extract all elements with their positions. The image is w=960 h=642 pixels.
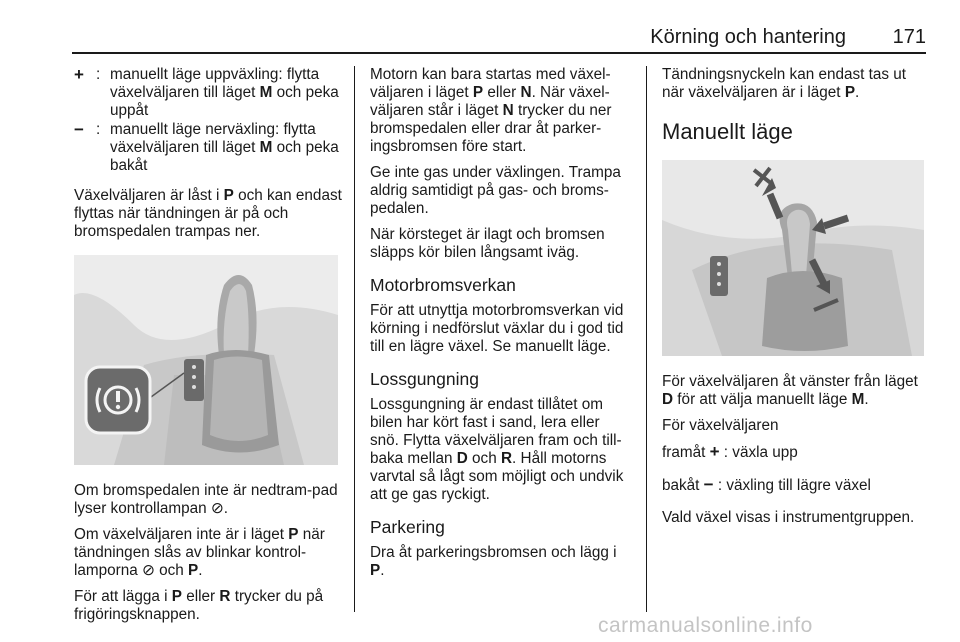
- column-divider: [354, 66, 355, 612]
- column-2: [370, 66, 632, 588]
- paragraph: framåt + : växla upp: [662, 442, 798, 461]
- definition-upshift: + : manuellt läge uppväxling: flytta växelväljaren till läget M och peka uppåt: [74, 65, 339, 119]
- section-heading: Lossgungning: [370, 369, 479, 389]
- paragraph: Tändningsnyckeln kan endast tas ut när växelväljaren är i läget P.: [662, 66, 907, 101]
- page-header: [72, 26, 926, 54]
- section-heading: Motorbromsverkan: [370, 275, 516, 295]
- paragraph: Vald växel visas i instrumentgruppen.: [662, 509, 915, 526]
- paragraph: När körsteget är ilagt och bromsen släpps kör bilen långsamt iväg.: [370, 226, 605, 261]
- definition-downshift: − : manuellt läge nerväxling: flytta växelväljaren till läget M och peka bakåt: [74, 120, 339, 174]
- brake-warning-icon: ⊘: [142, 562, 155, 579]
- paragraph: bakåt − : växling till lägre växel: [662, 475, 871, 494]
- paragraph: Dra åt parkeringsbromsen och lägg i P.: [370, 544, 617, 579]
- minus-icon: −: [74, 120, 84, 139]
- paragraph: Om bromspedalen inte är nedtram-pad lyser kontrollampan ⊘.: [74, 482, 338, 517]
- section-heading: Manuellt läge: [662, 119, 793, 144]
- paragraph: Ge inte gas under växlingen. Trampa aldrig samtidigt på gas- och broms-pedalen.: [370, 164, 621, 217]
- minus-icon: −: [703, 475, 714, 494]
- plus-icon: +: [74, 65, 84, 84]
- gear-lever-illustration: [74, 255, 338, 465]
- paragraph: För växelväljaren åt vänster från läget D för att välja manuellt läge M.: [662, 373, 918, 408]
- paragraph: Om växelväljaren inte är i läget P när tändningen slås av blinkar kontrol-lamporna ⊘ och P.: [74, 526, 325, 579]
- column-1: [74, 66, 342, 632]
- page-number: 171: [892, 26, 926, 48]
- column-3: [662, 66, 928, 535]
- paragraph: Lossgungning är endast tillåtet om bilen har kört fast i sand, lera eller snö. Flytta växelväljaren fram och till-baka mellan D och R. Håll motorns varvtal så lågt som möjligt och undvik att ge gas ryckigt.: [370, 396, 624, 503]
- paragraph: För att lägga i P eller R trycker du på frigöringsknappen.: [74, 588, 324, 623]
- paragraph: Motorn kan bara startas med växel-väljaren i läget P eller N. När växel-väljaren står i läget N trycker du ner bromspedalen eller drar åt parker-ingsbromsen före start.: [370, 66, 612, 155]
- paragraph: Växelväljaren är låst i P och kan endast flyttas när tändningen är på och bromspedalen trampas ner.: [74, 187, 342, 240]
- brake-warning-icon: ⊘: [210, 500, 224, 517]
- manual-mode-illustration: [662, 160, 924, 356]
- plus-icon: +: [709, 442, 720, 461]
- header-title: Körning och hantering: [650, 26, 846, 48]
- watermark: carmanualsonline.info: [598, 614, 813, 637]
- paragraph: För växelväljaren: [662, 417, 779, 434]
- paragraph: För att utnyttja motorbromsverkan vid körning i nedförslut växlar du i god tid till en lägre växel. Se manuellt läge.: [370, 302, 624, 355]
- column-divider: [646, 66, 647, 612]
- section-heading: Parkering: [370, 517, 445, 537]
